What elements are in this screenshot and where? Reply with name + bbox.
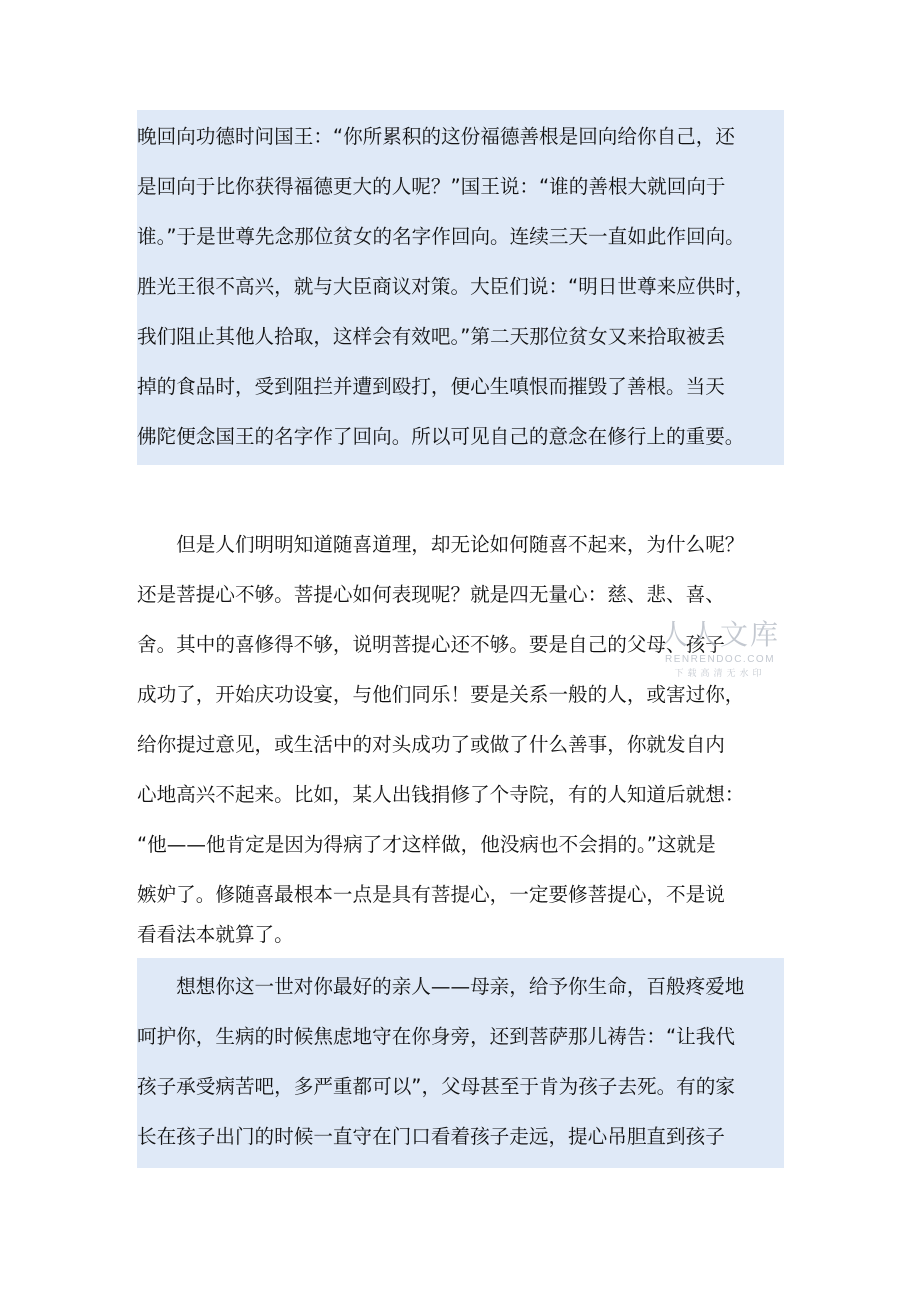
paragraph-3 bbox=[137, 958, 784, 1168]
text-line: 想想你这一世对你最好的亲人——母亲，给予你生命，百般疼爱地 bbox=[137, 975, 745, 998]
text-line: 晚回向功德时问国王：“你所累积的这份福德善根是回向给你自己，还 bbox=[137, 125, 735, 148]
paragraph-2 bbox=[137, 505, 784, 955]
text-line: 但是人们明明知道随喜道理，却无论如何随喜不起来，为什么呢？ bbox=[137, 533, 745, 556]
watermark-logo-text: 人人文库 bbox=[659, 618, 780, 651]
text-line: 嫉妒了。修随喜最根本一点是具有菩提心，一定要修菩提心，不是说 bbox=[137, 883, 725, 906]
watermark-slogan: 下载高清无水印 bbox=[674, 669, 766, 679]
text-line: 呵护你，生病的时候焦虑地守在你身旁，还到菩萨那儿祷告：“让我代 bbox=[137, 1025, 735, 1048]
text-line: 掉的食品时，受到阻拦并遭到殴打，便心生嗔恨而摧毁了善根。当天 bbox=[137, 375, 725, 398]
text-line: 我们阻止其他人拾取，这样会有效吧。”第二天那位贫女又来拾取被丢 bbox=[137, 325, 726, 348]
text-line: 给你提过意见，或生活中的对头成功了或做了什么善事，你就发自内 bbox=[137, 733, 725, 756]
text-line: 还是菩提心不够。菩提心如何表现呢？就是四无量心：慈、悲、喜、 bbox=[137, 583, 725, 606]
text-line: 长在孩子出门的时候一直守在门口看着孩子走远，提心吊胆直到孩子 bbox=[137, 1125, 725, 1148]
text-line: 成功了，开始庆功设宴，与他们同乐！要是关系一般的人，或害过你， bbox=[137, 683, 745, 706]
text-line: 胜光王很不高兴，就与大臣商议对策。大臣们说：“明日世尊来应供时， bbox=[137, 275, 755, 298]
paragraph-1 bbox=[137, 110, 784, 465]
text-line: 心地高兴不起来。比如，某人出钱捐修了个寺院，有的人知道后就想： bbox=[137, 783, 745, 806]
watermark-domain: RENRENDOC.COM bbox=[664, 654, 776, 665]
text-line: 是回向于比你获得福德更大的人呢？”国王说：“谁的善根大就回向于 bbox=[137, 175, 726, 198]
text-line: 谁。”于是世尊先念那位贫女的名字作回向。连续三天一直如此作回向。 bbox=[137, 225, 745, 248]
text-line: 佛陀便念国王的名字作了回向。所以可见自己的意念在修行上的重要。 bbox=[137, 425, 745, 448]
text-line: 看看法本就算了。 bbox=[137, 923, 294, 946]
text-line: 孩子承受病苦吧，多严重都可以”，父母甚至于肯为孩子去死。有的家 bbox=[137, 1075, 735, 1098]
text-line: 舍。其中的喜修得不够，说明菩提心还不够。要是自己的父母、孩子 bbox=[137, 633, 725, 656]
text-line: “他——他肯定是因为得病了才这样做，他没病也不会捐的。”这就是 bbox=[137, 833, 716, 856]
